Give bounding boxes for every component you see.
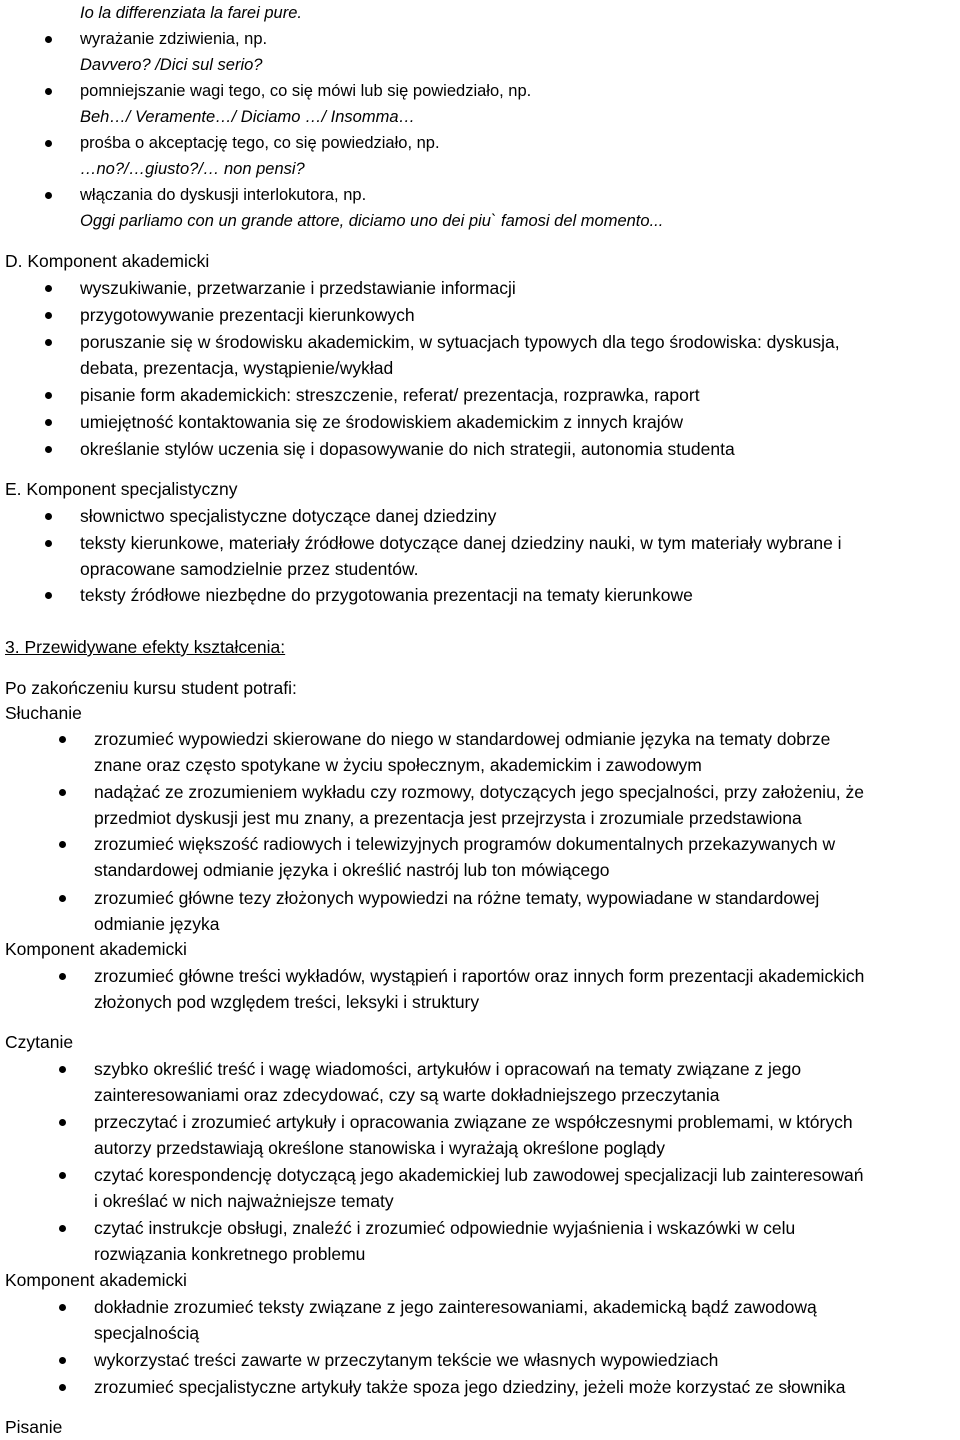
list-item-continuation: zainteresowaniami oraz zdecydować, czy są warte dokładniejszego przeczytania <box>94 1085 720 1105</box>
list-item: zrozumieć główne tezy złożonych wypowiedzi na różne tematy, wypowiadane w standardowej <box>94 888 820 908</box>
bullet-icon <box>45 513 52 520</box>
list-item: zrozumieć wypowiedzi skierowane do niego w standardowej odmianie języka na tematy dobrze <box>94 729 831 749</box>
list-item: czytać korespondencję dotyczącą jego akademickiej lub zawodowej specjalizacji lub zainteresowań <box>94 1165 864 1185</box>
bullet-icon <box>59 973 66 980</box>
bullet-icon <box>59 736 66 743</box>
bullet-icon <box>59 1172 66 1179</box>
bullet-icon <box>45 285 52 292</box>
bullet-icon <box>45 592 52 599</box>
bullet-icon <box>59 1066 66 1073</box>
bullet-icon <box>45 140 52 147</box>
list-item: szybko określić treść i wagę wiadomości, artykułów i opracowań na tematy związane z jego <box>94 1059 802 1079</box>
list-item: teksty kierunkowe, materiały źródłowe dotyczące danej dziedziny nauki, w tym materiały wybrane i <box>80 533 842 553</box>
list-item-continuation: i określać w nich najważniejsze tematy <box>94 1191 394 1211</box>
list-item: pomniejszanie wagi tego, co się mówi lub się powiedziało, np. <box>80 82 532 100</box>
list-item: przygotowywanie prezentacji kierunkowych <box>80 305 415 325</box>
bullet-icon <box>45 540 52 547</box>
example-text: …no?/…giusto?/… non pensi? <box>80 160 305 178</box>
list-item-continuation: odmianie języka <box>94 914 220 934</box>
subsection-heading: Pisanie <box>5 1417 63 1437</box>
list-item-continuation: specjalnością <box>94 1323 200 1343</box>
bullet-icon <box>45 392 52 399</box>
bullet-icon <box>59 1304 66 1311</box>
list-item: określanie stylów uczenia się i dopasowywanie do nich strategii, autonomia studenta <box>80 439 735 459</box>
list-item: zrozumieć specjalistyczne artykuły także spoza jego dziedziny, jeżeli może korzystać ze słownika <box>94 1377 846 1397</box>
example-text: Davvero? /Dici sul serio? <box>80 56 263 74</box>
section-heading: D. Komponent akademicki <box>5 251 210 271</box>
list-item: zrozumieć główne treści wykładów, wystąpień i raportów oraz innych form prezentacji akademickich <box>94 966 865 986</box>
list-item-continuation: znane oraz często spotykane w życiu społecznym, akademickim i zawodowym <box>94 755 702 775</box>
subsection-heading: Komponent akademicki <box>5 1270 187 1290</box>
list-item: włączania do dyskusji interlokutora, np. <box>80 186 367 204</box>
example-text: Io la differenziata la farei pure. <box>80 4 302 22</box>
bullet-icon <box>59 895 66 902</box>
list-item: poruszanie się w środowisku akademickim, w sytuacjach typowych dla tego środowiska: dyskusja, <box>80 332 840 352</box>
list-item: umiejętność kontaktowania się ze środowiskiem akademickim z innych krajów <box>80 412 684 432</box>
bullet-icon <box>59 1384 66 1391</box>
bullet-icon <box>45 419 52 426</box>
list-item-continuation: złożonych pod względem treści, leksyki i struktury <box>94 992 480 1012</box>
example-text: Beh…/ Veramente…/ Diciamo …/ Insomma… <box>80 108 415 126</box>
bullet-icon <box>45 339 52 346</box>
list-item-continuation: standardowej odmianie języka i określić nastrój lub ton mówiącego <box>94 860 610 880</box>
bullet-icon <box>59 1119 66 1126</box>
subsection-heading: Komponent akademicki <box>5 939 187 959</box>
list-item: teksty źródłowe niezbędne do przygotowania prezentacji na tematy kierunkowe <box>80 585 693 605</box>
subsection-heading: Słuchanie <box>5 703 82 723</box>
list-item: przeczytać i zrozumieć artykuły i opracowania związane ze współczesnymi problemami, w których <box>94 1112 853 1132</box>
bullet-icon <box>59 1225 66 1232</box>
bullet-icon <box>45 36 52 43</box>
list-item-continuation: opracowane samodzielnie przez studentów. <box>80 559 419 579</box>
bullet-icon <box>45 312 52 319</box>
list-item-continuation: debata, prezentacja, wystąpienie/wykład <box>80 358 394 378</box>
list-item-continuation: rozwiązania konkretnego problemu <box>94 1244 366 1264</box>
bullet-icon <box>59 841 66 848</box>
list-item: dokładnie zrozumieć teksty związane z jego zainteresowaniami, akademicką bądź zawodową <box>94 1297 817 1317</box>
bullet-icon <box>45 446 52 453</box>
list-item: pisanie form akademickich: streszczenie, referat/ prezentacja, rozprawka, raport <box>80 385 700 405</box>
list-item-continuation: przedmiot dyskusji jest mu znany, a prezentacja jest przejrzysta i zrozumiale przedstawiona <box>94 808 802 828</box>
intro-text: Po zakończeniu kursu student potrafi: <box>5 678 297 698</box>
list-item: wyrażanie zdziwienia, np. <box>80 30 268 48</box>
list-item: zrozumieć większość radiowych i telewizyjnych programów dokumentalnych przekazywanych w <box>94 834 836 854</box>
list-item: czytać instrukcje obsługi, znaleźć i zrozumieć odpowiednie wyjaśnienia i wskazówki w celu <box>94 1218 796 1238</box>
bullet-icon <box>45 192 52 199</box>
list-item: wyszukiwanie, przetwarzanie i przedstawianie informacji <box>80 278 516 298</box>
list-item: prośba o akceptację tego, co się powiedziało, np. <box>80 134 440 152</box>
bullet-icon <box>45 88 52 95</box>
bullet-icon <box>59 1357 66 1364</box>
section-heading: E. Komponent specjalistyczny <box>5 479 238 499</box>
example-text: Oggi parliamo con un grande attore, diciamo uno dei piu` famosi del momento... <box>80 212 664 230</box>
list-item: wykorzystać treści zawarte w przeczytanym tekście we własnych wypowiedziach <box>94 1350 719 1370</box>
list-item: nadążać ze zrozumieniem wykładu czy rozmowy, dotyczących jego specjalności, przy założeniu, że <box>94 782 865 802</box>
list-item: słownictwo specjalistyczne dotyczące danej dziedziny <box>80 506 497 526</box>
bullet-icon <box>59 789 66 796</box>
list-item-continuation: autorzy przedstawiają określone stanowiska i wyrażają określone poglądy <box>94 1138 665 1158</box>
subsection-heading: Czytanie <box>5 1032 74 1052</box>
section-heading: 3. Przewidywane efekty kształcenia: <box>5 637 286 657</box>
